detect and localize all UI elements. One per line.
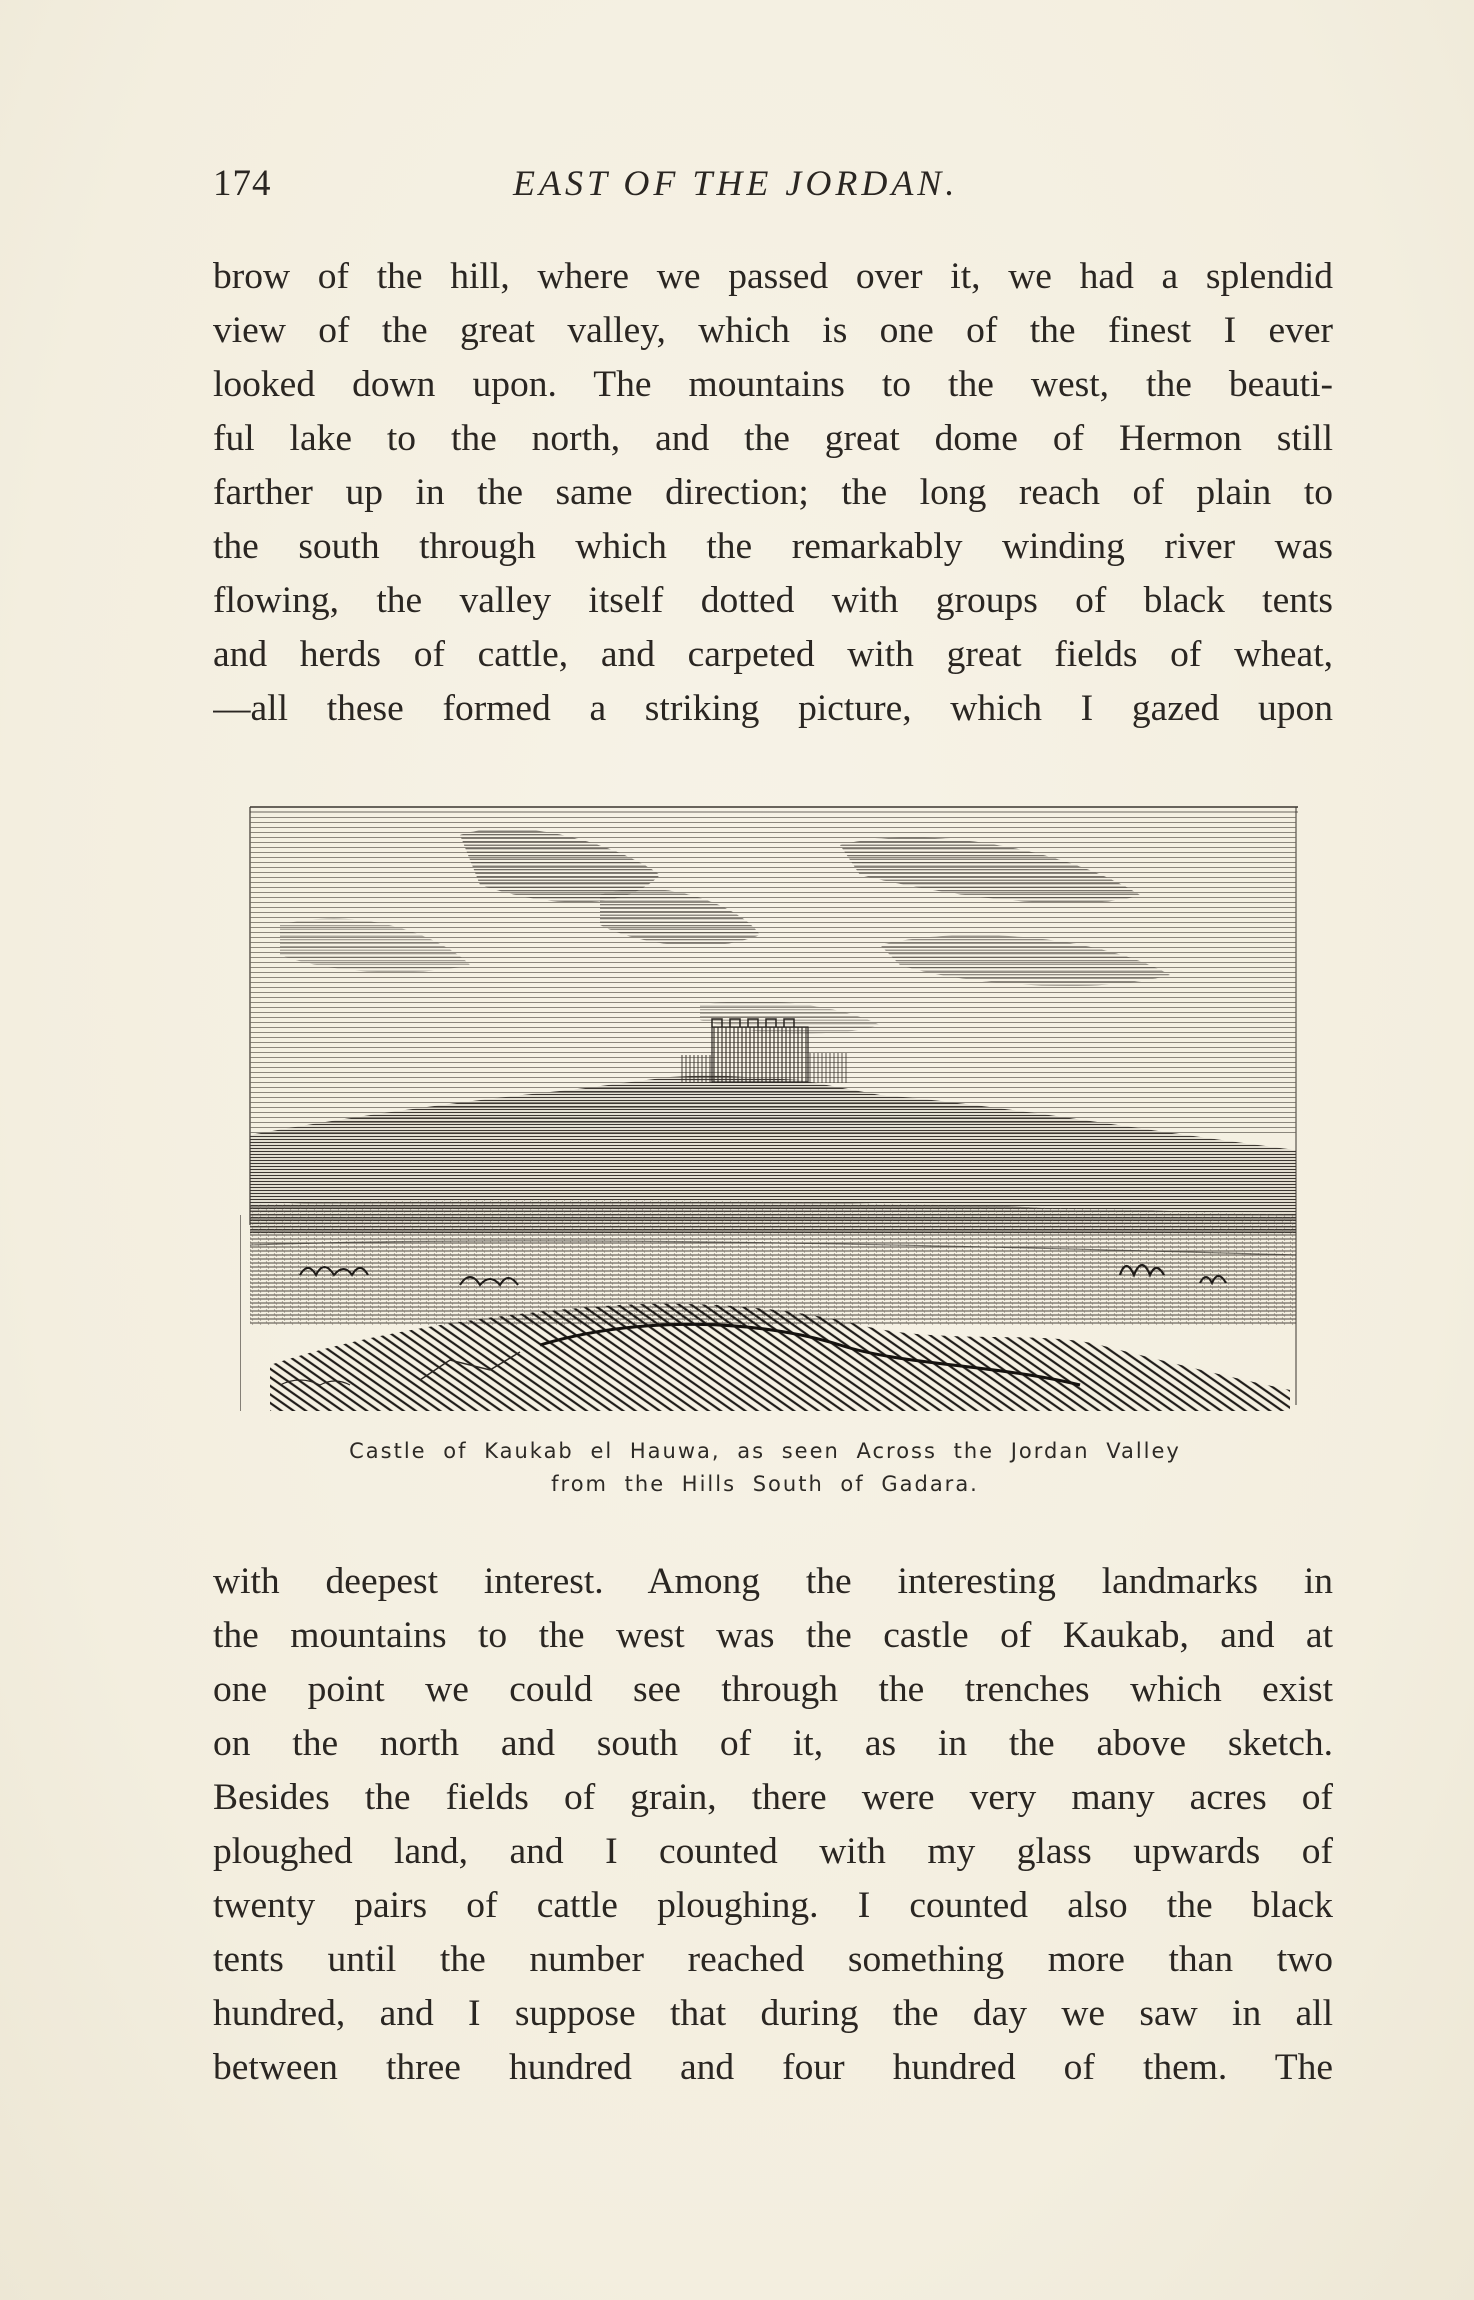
- text-line: twenty pairs of cattle ploughing. I counted also the black: [213, 1885, 1333, 1926]
- caption-line: from the Hills South of Gadara.: [551, 1472, 979, 1496]
- text-line: Besides the fields of grain, there were very many acres of: [213, 1777, 1333, 1818]
- text-line: on the north and south of it, as in the above sketch.: [213, 1723, 1333, 1764]
- text-line: with deepest interest. Among the interesting landmarks in: [213, 1561, 1333, 1602]
- paragraph-top: [213, 250, 1333, 736]
- page-number: 174: [213, 163, 272, 204]
- figure-caption: [280, 1435, 1250, 1501]
- text-line: brow of the hill, where we passed over it, we had a splendid: [213, 256, 1333, 297]
- text-line: one point we could see through the trenches which exist: [213, 1669, 1333, 1710]
- text-line: the mountains to the west was the castle of Kaukab, and at: [213, 1615, 1333, 1656]
- caption-line: Castle of Kaukab el Hauwa, as seen Across the Jordan Valley: [349, 1439, 1181, 1463]
- text-line: ful lake to the north, and the great dome of Hermon still: [213, 418, 1333, 459]
- text-line: farther up in the same direction; the long reach of plain to: [213, 472, 1333, 513]
- text-line: the south through which the remarkably winding river was: [213, 526, 1333, 567]
- running-head: EAST OF THE JORDAN.: [513, 163, 959, 203]
- text-line: flowing, the valley itself dotted with groups of black tents: [213, 580, 1333, 621]
- text-line: looked down upon. The mountains to the west, the beauti-: [213, 364, 1333, 405]
- paragraph-bottom: [213, 1555, 1333, 2095]
- text-line: hundred, and I suppose that during the day we saw in all: [213, 1993, 1333, 2034]
- text-line: between three hundred and four hundred of them. The: [213, 2047, 1333, 2088]
- engraving-illustration: [240, 805, 1300, 1411]
- page-header: [213, 162, 1333, 212]
- text-line: ploughed land, and I counted with my glass upwards of: [213, 1831, 1333, 1872]
- text-line: view of the great valley, which is one of the finest I ever: [213, 310, 1333, 351]
- text-line: and herds of cattle, and carpeted with great fields of wheat,: [213, 634, 1333, 675]
- text-line: tents until the number reached something more than two: [213, 1939, 1333, 1980]
- text-line: —all these formed a striking picture, which I gazed upon: [213, 688, 1333, 729]
